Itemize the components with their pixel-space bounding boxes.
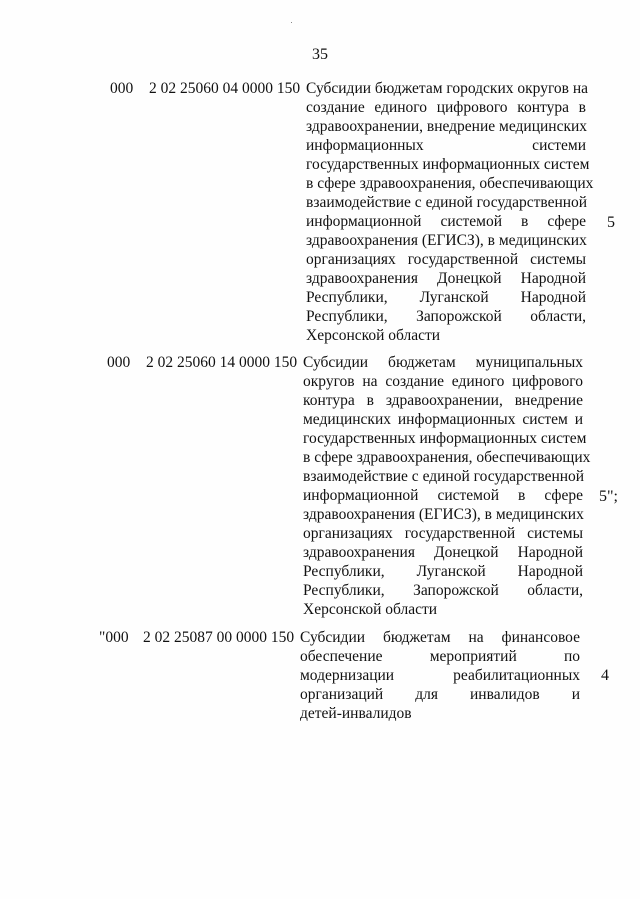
description-line: Херсонской области <box>303 601 438 618</box>
description-line: организаций для инвалидов и <box>300 686 580 703</box>
description-line: здравоохранения (ЕГИСЗ), в медицинских <box>306 232 587 249</box>
description-line: в сфере здравоохранения, обеспечивающих <box>306 175 594 192</box>
description-line: обеспечение мероприятий по <box>300 648 580 665</box>
description-line: организациях государственной системы <box>306 251 586 268</box>
description-line: организациях государственной системы <box>303 525 583 542</box>
description-line: Республики, Луганской Народной <box>303 563 583 580</box>
admin-code: 000 <box>107 354 131 371</box>
row-description <box>306 79 594 345</box>
admin-code: "000 <box>99 629 129 646</box>
description-line: Херсонской области <box>306 327 441 344</box>
page-number: 35 <box>312 46 328 63</box>
description-line: государственных информационных систем <box>303 430 587 447</box>
description-line: Республики, Запорожской области, <box>303 582 583 599</box>
amount-value: 5"; <box>599 488 618 505</box>
description-line: здравоохранении, внедрение медицинских <box>306 118 588 135</box>
scan-speck <box>291 22 292 23</box>
description-line: информационных системи <box>306 137 586 154</box>
budget-classification-code: 2 02 25060 04 0000 150 <box>149 80 301 97</box>
amount-value: 4 <box>601 667 609 684</box>
row-description <box>300 628 580 723</box>
description-line: взаимодействие с единой государственной <box>303 468 585 485</box>
description-line: Республики, Запорожской области, <box>306 308 586 325</box>
budget-classification-code: 2 02 25060 14 0000 150 <box>146 354 298 371</box>
description-line: информационной системой в сфере <box>303 487 583 504</box>
description-line: Республики, Луганской Народной <box>306 289 586 306</box>
description-line: информационной системой в сфере <box>306 213 586 230</box>
description-line: государственных информационных систем <box>306 156 590 173</box>
description-line: здравоохранения (ЕГИСЗ), в медицинских <box>303 506 584 523</box>
description-line: в сфере здравоохранения, обеспечивающих <box>303 449 591 466</box>
description-line: создание единого цифрового контура в <box>306 99 586 116</box>
description-line: Субсидии бюджетам городских округов на <box>306 80 589 97</box>
budget-classification-code: 2 02 25087 00 0000 150 <box>143 629 295 646</box>
description-line: модернизации реабилитационных <box>300 667 580 684</box>
description-line: контура в здравоохранении, внедрение <box>303 392 583 409</box>
row-description <box>303 353 591 619</box>
description-line: Субсидии бюджетам муниципальных <box>303 354 583 371</box>
description-line: медицинских информационных систем и <box>303 411 583 428</box>
description-line: здравоохранения Донецкой Народной <box>303 544 583 561</box>
description-line: взаимодействие с единой государственной <box>306 194 588 211</box>
amount-value: 5 <box>607 214 615 231</box>
admin-code: 000 <box>110 80 134 97</box>
description-line: округов на создание единого цифрового <box>303 373 583 390</box>
description-line: здравоохранения Донецкой Народной <box>306 270 586 287</box>
description-line: Субсидии бюджетам на финансовое <box>300 629 580 646</box>
description-line: детей-инвалидов <box>300 705 412 722</box>
